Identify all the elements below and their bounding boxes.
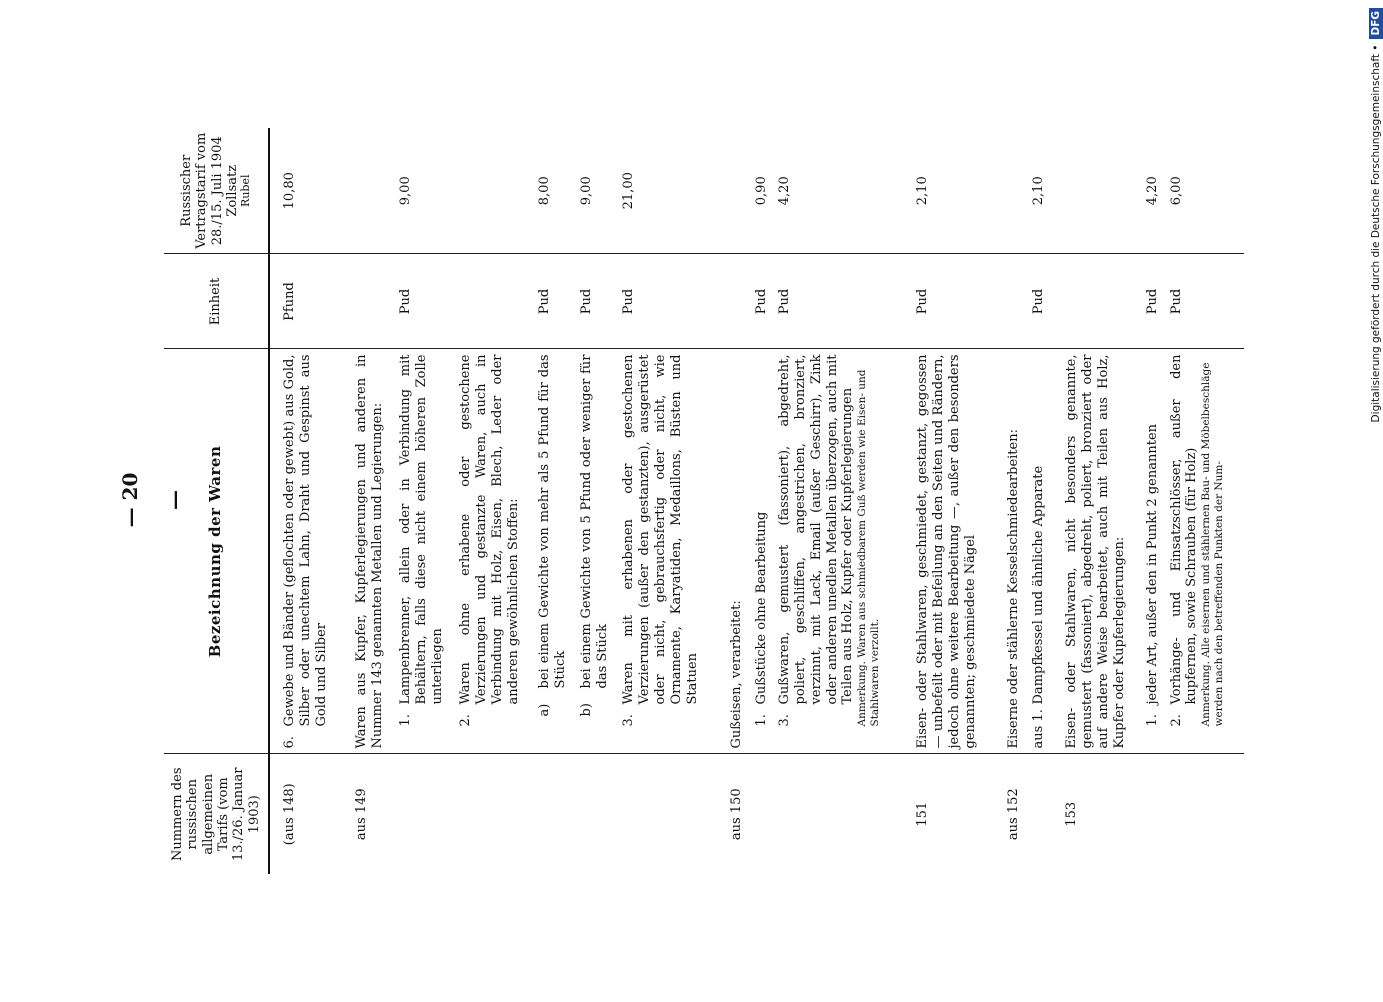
rate-cell: 10,80 bbox=[269, 128, 342, 254]
unit-cell: Pud bbox=[1143, 254, 1166, 349]
rate-cell: 4,20 bbox=[1143, 128, 1166, 254]
unit-cell: Pud bbox=[752, 254, 775, 349]
digitization-credit-text: Digitalisierung gefördert durch die Deutsche Forschungsgemeinschaft • bbox=[1370, 44, 1382, 423]
tariff-number: (aus 148) bbox=[281, 783, 297, 846]
unit-cell: Pud bbox=[1167, 254, 1240, 349]
header-tariff-numbers: Nummern des russischen allgemeinen Tarifs (vom 13./26. Januar 1903) bbox=[170, 767, 262, 862]
item-label: 1. bbox=[397, 714, 413, 727]
goods-cell bbox=[1167, 349, 1240, 754]
item-text: Waren mit erhabenen oder gestochenen Verzierungen (außer den gestanzten), ausgerüstet oder nicht, gebrauchsfertig oder nicht, wie Ornamente, Karyatiden, Medaillons, Büsten und Statuen bbox=[621, 354, 700, 705]
rate-cell: 0,90 bbox=[752, 128, 775, 254]
table-row bbox=[342, 128, 396, 874]
rate-cell: 9,00 bbox=[396, 128, 456, 254]
table-row bbox=[1167, 128, 1240, 874]
unit-cell: Pud bbox=[619, 254, 717, 349]
rate-cell: 4,20 bbox=[775, 128, 903, 254]
item-text: Waren ohne erhabene oder gestochene Verzierungen und gestanzte Waren, auch in Verbindung mit Holz, Eisen, Blech, Leder oder anderen gewöhnlichen Stoffen: bbox=[458, 354, 521, 705]
item-label: b) bbox=[579, 703, 595, 717]
group-heading: Waren aus Kupfer, Kupferlegierungen und anderen in Nummer 143 genannten Metallen und Legierungen: bbox=[354, 354, 386, 749]
group-heading: Eiserne oder stählerne Kesselschmiedearbeiten: bbox=[1006, 429, 1022, 749]
table-row bbox=[577, 128, 619, 874]
item-text: Lampenbrenner, allein oder in Verbindung mit Behältern, falls diese nicht einem höheren Zolle unterliegen bbox=[397, 354, 445, 705]
goods-cell bbox=[396, 349, 456, 754]
tariff-number: 151 bbox=[915, 801, 931, 827]
rate-cell: 6,00 bbox=[1167, 128, 1240, 254]
annotation-note: Anmerkung. Alle eisernen und stählernen Bau- und Möbelbeschläge werden nach den betreffenden Punkten der Num- bbox=[1200, 362, 1226, 727]
table-row bbox=[1029, 128, 1052, 874]
table-row bbox=[1052, 128, 1143, 874]
goods-cell bbox=[903, 349, 994, 754]
unit-cell: Pud bbox=[903, 254, 994, 349]
item-text: Gußstücke ohne Bearbeitung bbox=[753, 511, 769, 705]
unit-cell: Pud bbox=[1029, 254, 1052, 349]
item-text: jeder Art, außer den in Punkt 2 genannten bbox=[1145, 423, 1161, 705]
table-row bbox=[717, 128, 752, 874]
table-row bbox=[903, 128, 994, 874]
unit-cell: Pud bbox=[396, 254, 456, 349]
tariff-table-area bbox=[164, 128, 1244, 874]
goods-cell bbox=[269, 349, 342, 754]
goods-cell bbox=[456, 349, 535, 754]
tariff-number: aus 149 bbox=[354, 788, 370, 841]
goods-cell bbox=[775, 349, 903, 754]
item-label: 2. bbox=[1168, 714, 1184, 727]
annotation-note: Anmerkung. Waren aus schmiedbarem Guß werden wie Eisen- und Stahlwaren verzollt. bbox=[856, 369, 882, 727]
item-label: 3. bbox=[621, 714, 637, 727]
table-row bbox=[1143, 128, 1166, 874]
item-text: Gußwaren, gemustert (fassoniert), abgedreht, poliert, geschliffen, angestrichen, bronziert, verzinnt, mit Lack, Email (außer Geschirr), Zink oder anderen unedlen Metallen überzogen, auch mit Teilen aus Holz, Kupfer oder Kupferlegierungen bbox=[777, 354, 856, 705]
goods-cell bbox=[1143, 349, 1166, 754]
item-label: a) bbox=[537, 703, 553, 717]
header-rate bbox=[164, 128, 269, 254]
item-text: Eisen- oder Stahlwaren, geschmiedet, gestanzt, gegossen — unbefeilt oder mit Befeilung an den Seiten und Rändern, jedoch ohne weitere Bearbeitung —, außer den besonders genannten; geschmiedete Nägel bbox=[915, 354, 979, 749]
page-number: — 20 — bbox=[118, 472, 186, 528]
tariff-number: aus 152 bbox=[1006, 788, 1022, 841]
goods-cell bbox=[535, 349, 577, 754]
tariff-number: 153 bbox=[1064, 801, 1080, 827]
header-unit: Einheit bbox=[164, 254, 269, 349]
table-row bbox=[752, 128, 775, 874]
table-row bbox=[535, 128, 577, 874]
item-label: aus 1. bbox=[1031, 709, 1047, 749]
goods-cell bbox=[619, 349, 717, 754]
unit-cell: Pud bbox=[535, 254, 577, 349]
table-row bbox=[396, 128, 456, 874]
goods-cell bbox=[994, 349, 1029, 754]
unit-cell: Pud bbox=[577, 254, 619, 349]
rate-cell: 9,00 bbox=[577, 128, 619, 254]
goods-cell bbox=[1052, 349, 1143, 754]
unit-cell: Pud bbox=[775, 254, 903, 349]
header-goods-description: Bezeichnung der Waren bbox=[164, 349, 269, 754]
digitization-credit bbox=[1366, 8, 1383, 1002]
table-row bbox=[456, 128, 535, 874]
item-label: 2. bbox=[458, 714, 474, 727]
dfg-logo: DFG bbox=[1369, 8, 1383, 39]
table-header-row bbox=[164, 128, 269, 874]
table-row bbox=[775, 128, 903, 874]
goods-cell bbox=[717, 349, 752, 754]
header-rate-sub: Zollsatz bbox=[224, 164, 240, 217]
group-heading: Gußeisen, verarbeitet: bbox=[728, 600, 744, 749]
rate-cell: 2,10 bbox=[1029, 128, 1052, 254]
goods-cell bbox=[342, 349, 396, 754]
goods-cell bbox=[752, 349, 775, 754]
table-row bbox=[994, 128, 1029, 874]
item-text: Vorhänge- und Einsatzschlösser, außer den kupfernen, sowie Schrauben (für Holz) bbox=[1168, 354, 1200, 705]
item-label: 6. bbox=[281, 736, 297, 749]
item-label: 1. bbox=[1145, 714, 1161, 727]
tariff-table bbox=[164, 128, 1244, 874]
group-heading: Eisen- oder Stahlwaren, nicht besonders genannte, gemustert (fassoniert), abgedreht, poliert, bronziert oder auf andere Weise bearbeitet, auch mit Teilen aus Holz, Kupfer oder Kupferlegierungen: bbox=[1064, 354, 1128, 749]
header-rate-title: Russischer Vertragstarif vom 28./15. Juli 1904 bbox=[178, 132, 225, 249]
table-row bbox=[269, 128, 342, 874]
rate-cell: 8,00 bbox=[535, 128, 577, 254]
item-text: Gewebe und Bänder (geflochten oder gewebt) aus Gold, Silber oder unechtem Lahn, Draht und Gespinst aus Gold und Silber bbox=[281, 354, 329, 727]
header-rate-unit: Rubel bbox=[239, 174, 253, 207]
item-label: 1. bbox=[753, 714, 769, 727]
item-text: Dampfkessel und ähnliche Apparate bbox=[1031, 465, 1047, 705]
goods-cell bbox=[1029, 349, 1052, 754]
goods-cell bbox=[577, 349, 619, 754]
unit-cell: Pfund bbox=[269, 254, 342, 349]
item-text: bei einem Gewichte von mehr als 5 Pfund für das Stück bbox=[537, 354, 569, 689]
rate-cell: 21,00 bbox=[619, 128, 717, 254]
item-label: 3. bbox=[777, 714, 793, 727]
item-text: bei einem Gewichte von 5 Pfund oder weniger für das Stück bbox=[579, 354, 611, 689]
rate-cell: 2,10 bbox=[903, 128, 994, 254]
tariff-number: aus 150 bbox=[728, 788, 744, 841]
table-row bbox=[619, 128, 717, 874]
